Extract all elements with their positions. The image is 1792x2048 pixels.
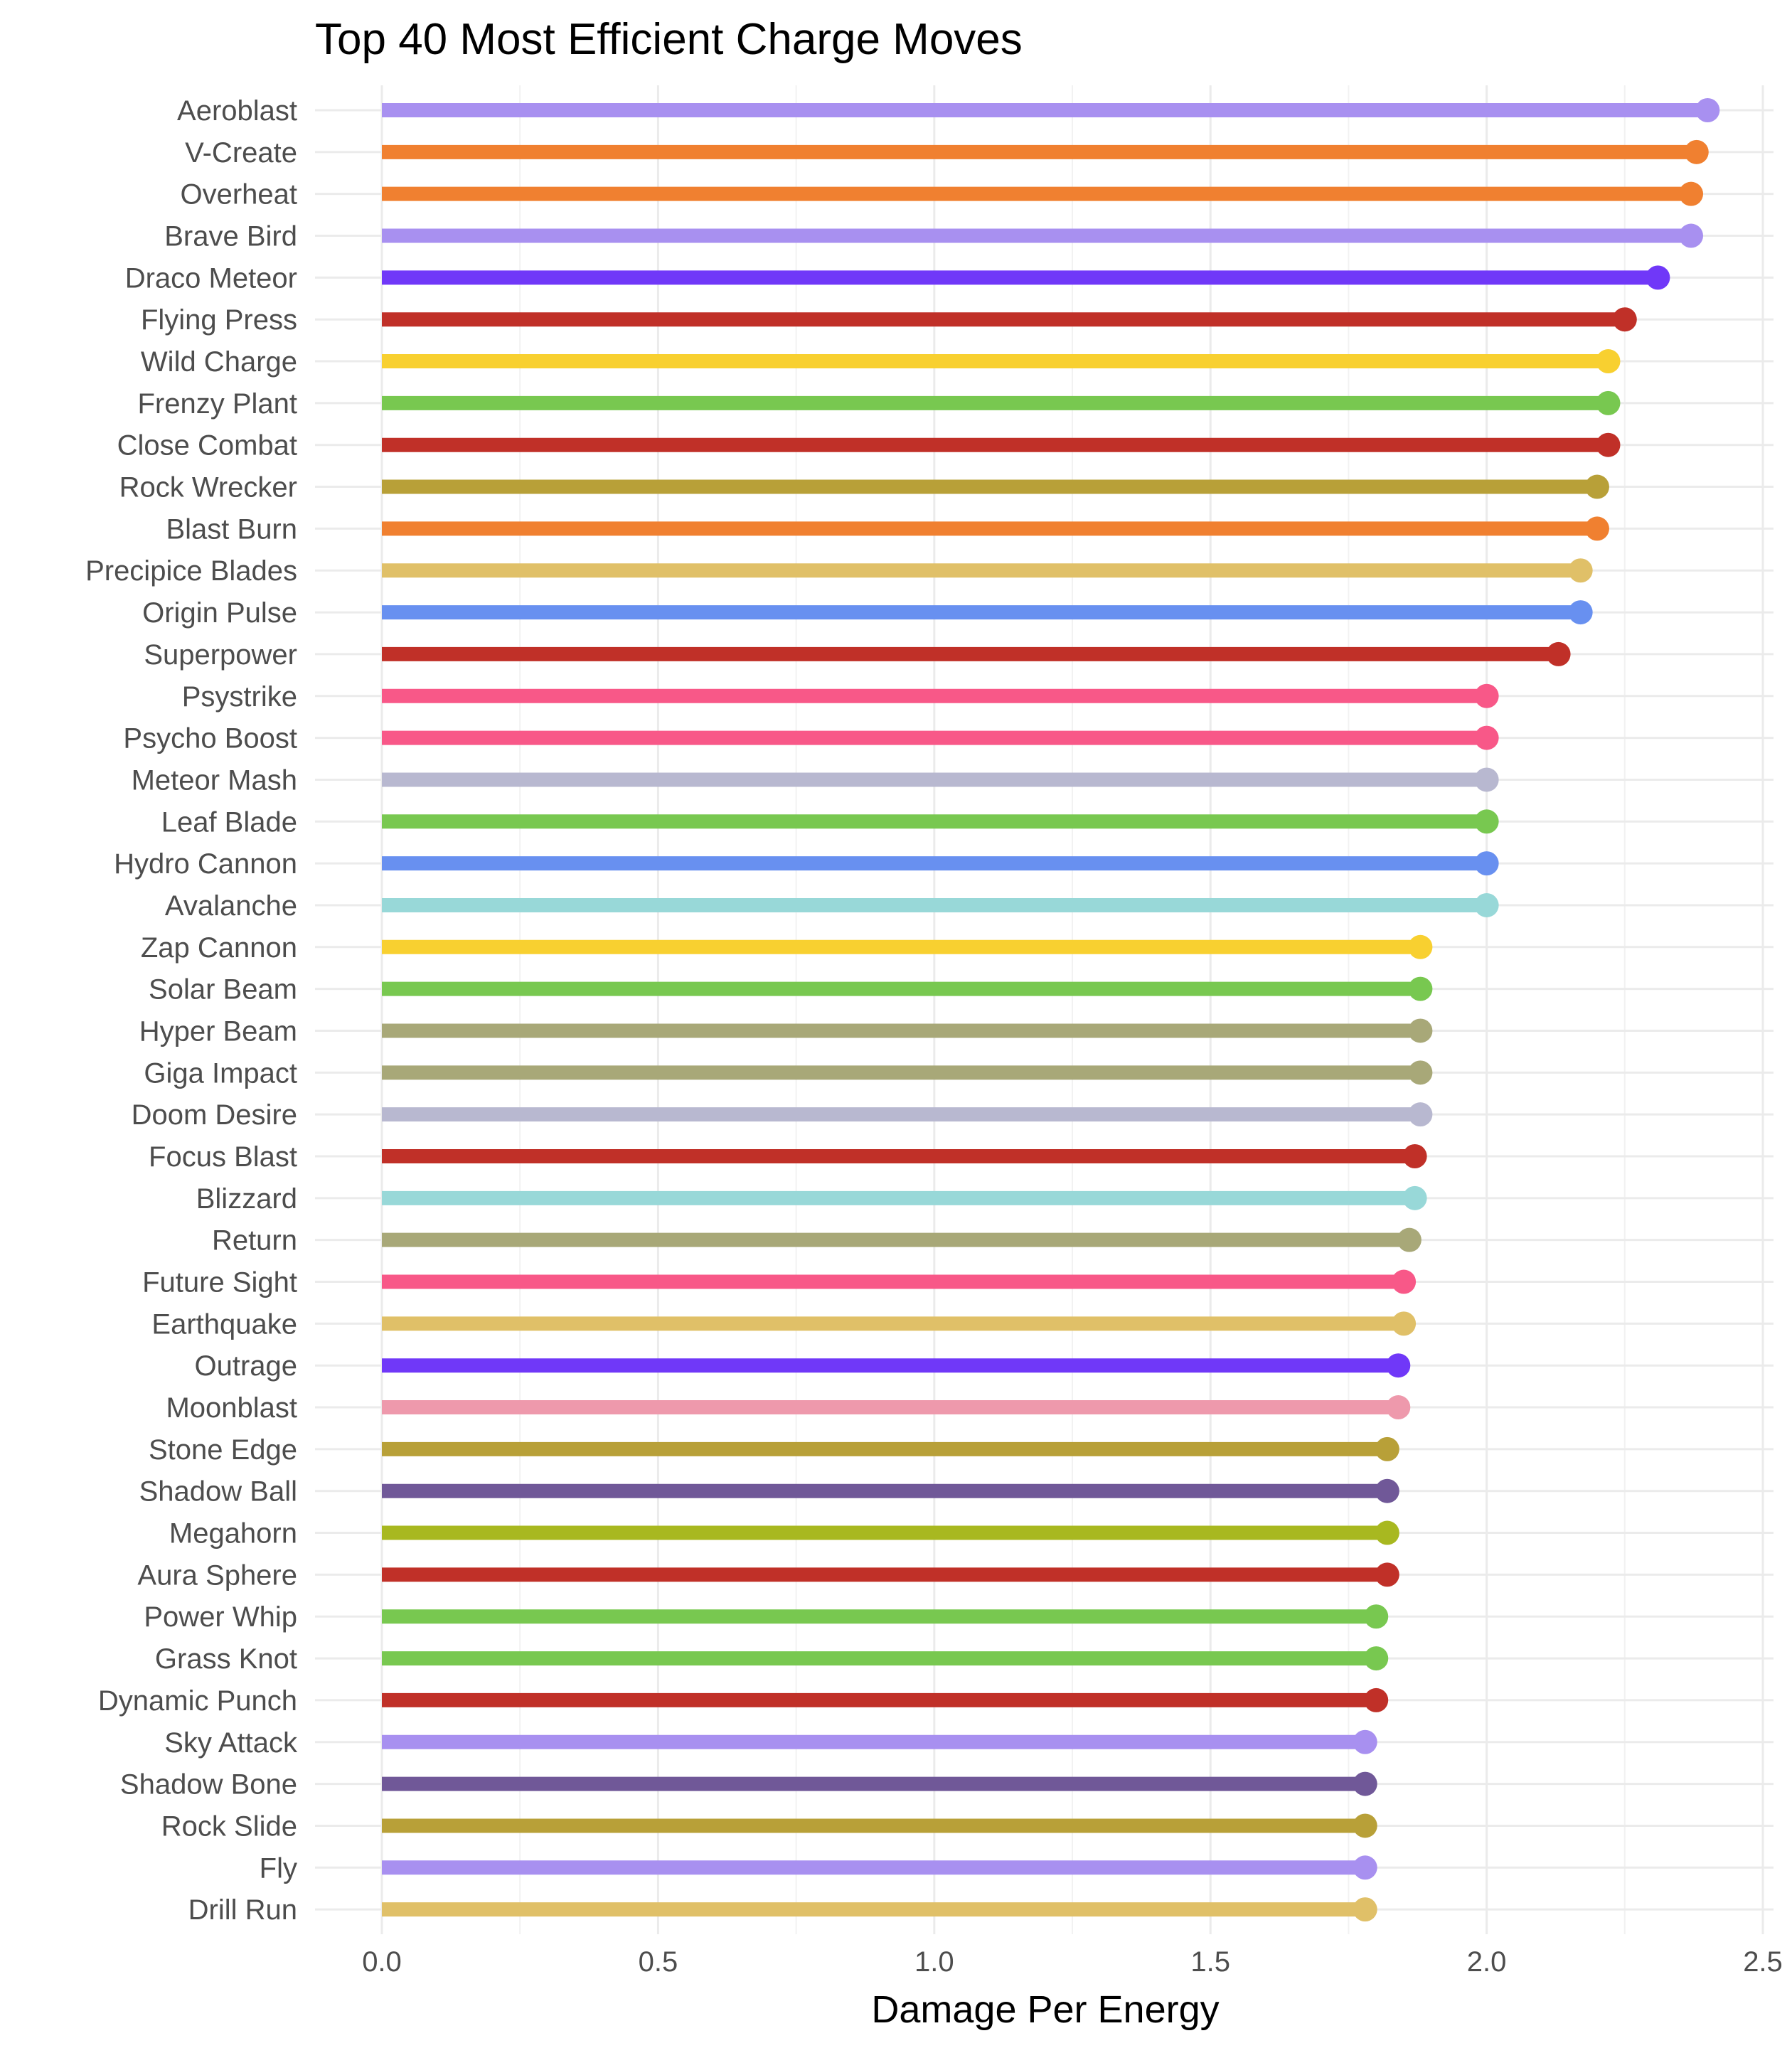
y-tick-label: Megahorn bbox=[169, 1518, 297, 1550]
lollipop-point bbox=[1375, 1562, 1399, 1586]
y-tick-label: Giga Impact bbox=[144, 1057, 297, 1089]
lollipop-point bbox=[1408, 1102, 1432, 1126]
y-tick-label: Fly bbox=[259, 1852, 297, 1884]
y-tick-label: Stone Edge bbox=[148, 1434, 297, 1466]
y-tick-label: Sky Attack bbox=[164, 1727, 297, 1759]
lollipop-point bbox=[1408, 935, 1432, 959]
y-tick-label: Blast Burn bbox=[166, 513, 297, 545]
lollipop-point bbox=[1475, 726, 1499, 750]
lollipop-point bbox=[1475, 851, 1499, 875]
y-tick-label: Outrage bbox=[194, 1350, 297, 1382]
lollipop-point bbox=[1375, 1521, 1399, 1545]
y-tick-label: Brave Bird bbox=[164, 220, 297, 252]
lollipop-point bbox=[1679, 182, 1703, 206]
y-tick-label: Dynamic Punch bbox=[97, 1685, 297, 1717]
lollipop-point bbox=[1403, 1144, 1427, 1168]
lollipop-point bbox=[1613, 307, 1637, 331]
x-tick-label: 0.0 bbox=[362, 1946, 402, 1978]
lollipop-point bbox=[1375, 1437, 1399, 1461]
x-tick-label: 2.5 bbox=[1743, 1946, 1783, 1978]
lollipop-point bbox=[1475, 809, 1499, 833]
lollipop-point bbox=[1408, 1018, 1432, 1042]
lollipop-point bbox=[1475, 767, 1499, 791]
lollipop-point bbox=[1392, 1311, 1416, 1335]
lollipop-point bbox=[1679, 224, 1703, 248]
y-tick-label: Doom Desire bbox=[131, 1099, 297, 1131]
lollipop-point bbox=[1685, 140, 1709, 164]
lollipop-point bbox=[1596, 349, 1620, 373]
y-tick-label: Overheat bbox=[180, 178, 297, 210]
chart-title: Top 40 Most Efficient Charge Moves bbox=[315, 15, 1023, 64]
y-tick-label: Origin Pulse bbox=[142, 597, 297, 629]
y-tick-label: Wild Charge bbox=[140, 346, 297, 378]
y-tick-label: Grass Knot bbox=[154, 1643, 297, 1675]
lollipop-point bbox=[1596, 433, 1620, 457]
y-tick-label: Psycho Boost bbox=[123, 722, 297, 754]
y-tick-label: Psystrike bbox=[181, 681, 297, 713]
lollipop-point bbox=[1403, 1186, 1427, 1210]
x-tick-label: 1.5 bbox=[1190, 1946, 1231, 1978]
lollipop-point bbox=[1353, 1897, 1377, 1921]
x-axis-label: Damage Per Energy bbox=[871, 1988, 1220, 2031]
lollipop-point bbox=[1569, 600, 1593, 624]
lollipop-point bbox=[1353, 1772, 1377, 1796]
y-tick-label: Future Sight bbox=[142, 1266, 297, 1298]
y-tick-label: Shadow Ball bbox=[139, 1476, 297, 1508]
lollipop-point bbox=[1375, 1479, 1399, 1503]
y-tick-label: Aeroblast bbox=[177, 95, 297, 127]
lollipop-point bbox=[1386, 1395, 1410, 1419]
y-tick-label: Solar Beam bbox=[149, 974, 297, 1006]
y-tick-label: Frenzy Plant bbox=[137, 388, 297, 420]
lollipop-point bbox=[1392, 1270, 1416, 1294]
y-tick-label: Blizzard bbox=[196, 1183, 297, 1215]
y-tick-label: Zap Cannon bbox=[140, 932, 297, 964]
x-tick-label: 1.0 bbox=[914, 1946, 954, 1978]
lollipop-point bbox=[1408, 1060, 1432, 1084]
y-tick-label: Superpower bbox=[144, 639, 297, 671]
y-tick-label: Hyper Beam bbox=[139, 1015, 297, 1047]
y-tick-label: Shadow Bone bbox=[119, 1769, 297, 1801]
lollipop-point bbox=[1475, 684, 1499, 708]
y-tick-label: Avalanche bbox=[164, 890, 297, 922]
y-tick-label: V-Create bbox=[185, 137, 297, 169]
y-tick-label: Moonblast bbox=[166, 1392, 297, 1424]
lollipop-point bbox=[1596, 391, 1620, 415]
y-tick-label: Power Whip bbox=[144, 1601, 297, 1633]
lollipop-point bbox=[1364, 1604, 1388, 1628]
y-tick-label: Rock Wrecker bbox=[119, 471, 297, 503]
lollipop-point bbox=[1585, 475, 1609, 499]
y-tick-label: Draco Meteor bbox=[124, 262, 297, 294]
lollipop-point bbox=[1386, 1353, 1410, 1377]
y-tick-label: Rock Slide bbox=[161, 1810, 297, 1842]
lollipop-point bbox=[1475, 893, 1499, 917]
y-tick-label: Earthquake bbox=[151, 1308, 297, 1340]
lollipop-point bbox=[1364, 1646, 1388, 1670]
y-tick-label: Hydro Cannon bbox=[114, 848, 297, 880]
lollipop-point bbox=[1353, 1813, 1377, 1838]
lollipop-point bbox=[1695, 98, 1719, 122]
lollipop-point bbox=[1569, 558, 1593, 582]
y-tick-label: Aura Sphere bbox=[137, 1559, 297, 1591]
lollipop-point bbox=[1646, 265, 1670, 289]
lollipop-point bbox=[1364, 1688, 1388, 1712]
y-tick-label: Precipice Blades bbox=[85, 555, 297, 587]
lollipop-point bbox=[1353, 1855, 1377, 1879]
y-tick-label: Focus Blast bbox=[149, 1141, 297, 1173]
lollipop-point bbox=[1547, 642, 1571, 666]
y-tick-label: Meteor Mash bbox=[131, 764, 297, 796]
lollipop-point bbox=[1353, 1730, 1377, 1754]
lollipop-point bbox=[1397, 1228, 1422, 1252]
y-tick-label: Leaf Blade bbox=[161, 806, 297, 838]
x-tick-label: 2.0 bbox=[1466, 1946, 1507, 1978]
lollipop-point bbox=[1408, 977, 1432, 1001]
y-tick-label: Flying Press bbox=[140, 304, 297, 336]
y-tick-label: Close Combat bbox=[117, 430, 297, 462]
y-tick-label: Drill Run bbox=[188, 1894, 297, 1926]
lollipop-point bbox=[1585, 516, 1609, 540]
y-tick-label: Return bbox=[211, 1225, 297, 1257]
x-tick-label: 0.5 bbox=[638, 1946, 678, 1978]
